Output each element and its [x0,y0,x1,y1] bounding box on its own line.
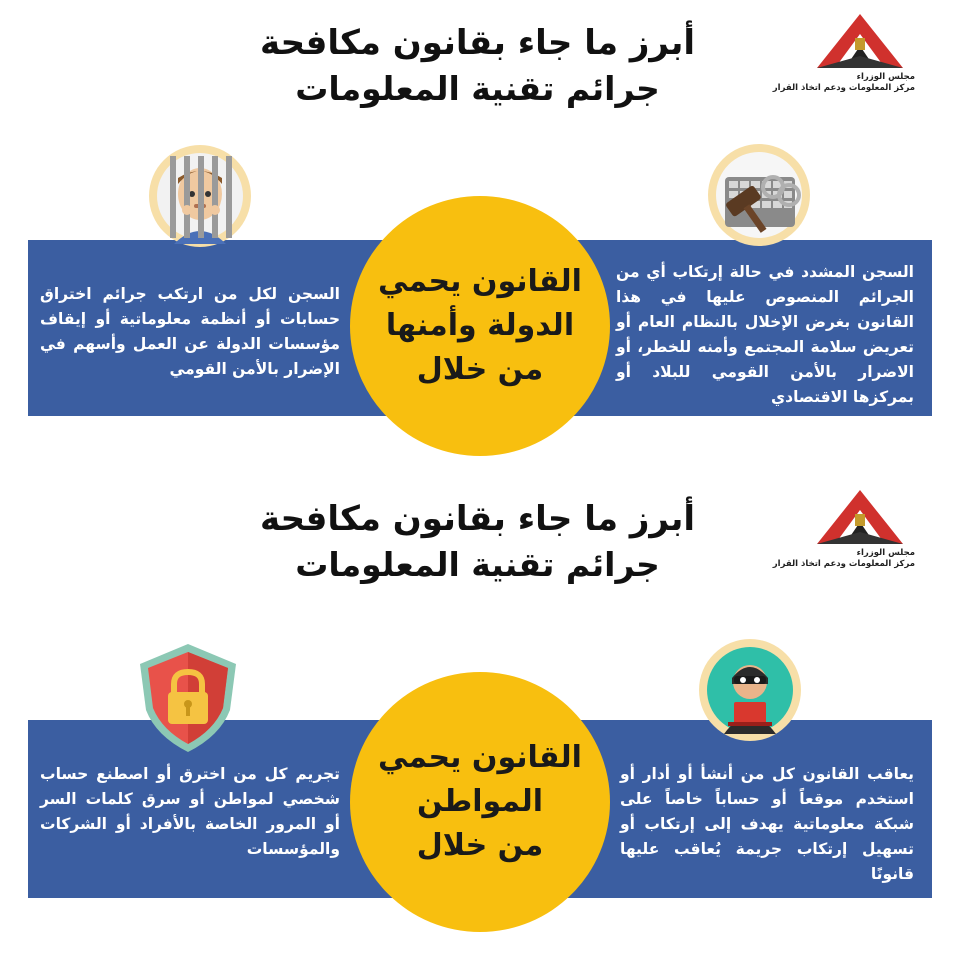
central-circle [350,196,610,456]
section-title-line1: أبرز ما جاء بقانون مكافحة [259,499,695,539]
security-shield-lock-icon [130,640,246,756]
circle-line2: الدولة وأمنها [385,308,575,343]
circle-text [378,736,582,868]
pyramid-eagle-logo-icon [815,488,905,546]
prisoner-behind-bars-icon [148,144,252,248]
masked-hacker-icon [698,638,802,742]
central-circle [350,672,610,932]
section-title [260,20,695,112]
circle-text [378,260,582,392]
section-title [260,496,695,588]
circle-line2: المواطن [416,784,543,819]
pyramid-eagle-logo-icon [815,12,905,70]
cabinet-idsc-logo [772,488,915,569]
section-title-line2: جرائم تقنية المعلومات [295,69,660,108]
left-text-block: تجريم كل من اخترق أو اصطنع حساب شخصي لمواطن أو سرق كلمات السر أو المرور الخاصة بالأفراد أو الشركات والمؤسسات [40,765,340,858]
gavel-handcuffs-keyboard-icon [707,143,811,247]
circle-line1: القانون يحمي [378,740,582,775]
right-text-block: السجن المشدد في حالة إرتكاب أي من الجرائم المنصوص عليها في هذا القانون بغرض الإخلال بالنظام العام أو تعريض سلامة المجتمع وأمنه للخطر، أو الاضرار بالأمن القومي للبلاد أو بمركزها الاقتصادي [616,263,914,406]
right-text-block: يعاقب القانون كل من أنشأ أو أدار أو استخدم موقعاً أو حساباً خاصاً على شبكة معلوماتية يهدف إلى إرتكاب أو تسهيل إرتكاب جريمة يُعاقب عليها قانونًا [620,765,914,883]
infographic-section-citizen [0,480,960,960]
cabinet-idsc-logo [772,12,915,93]
logo-line1: مجلس الوزراء [856,548,915,558]
section-title-line2: جرائم تقنية المعلومات [295,545,660,584]
section-title-line1: أبرز ما جاء بقانون مكافحة [259,23,695,63]
circle-line3: من خلال [416,828,544,863]
circle-line3: من خلال [416,352,544,387]
logo-line2: مركز المعلومات ودعم اتخاذ القرار [772,559,915,569]
left-text-block: السجن لكل من ارتكب جرائم اختراق حسابات أو أنظمة معلوماتية أو إيقاف مؤسسات الدولة عن العمل وأسهم في الإضرار بالأمن القومي [40,285,340,378]
logo-line1: مجلس الوزراء [856,72,915,82]
logo-line2: مركز المعلومات ودعم اتخاذ القرار [772,83,915,93]
circle-line1: القانون يحمي [378,264,582,299]
